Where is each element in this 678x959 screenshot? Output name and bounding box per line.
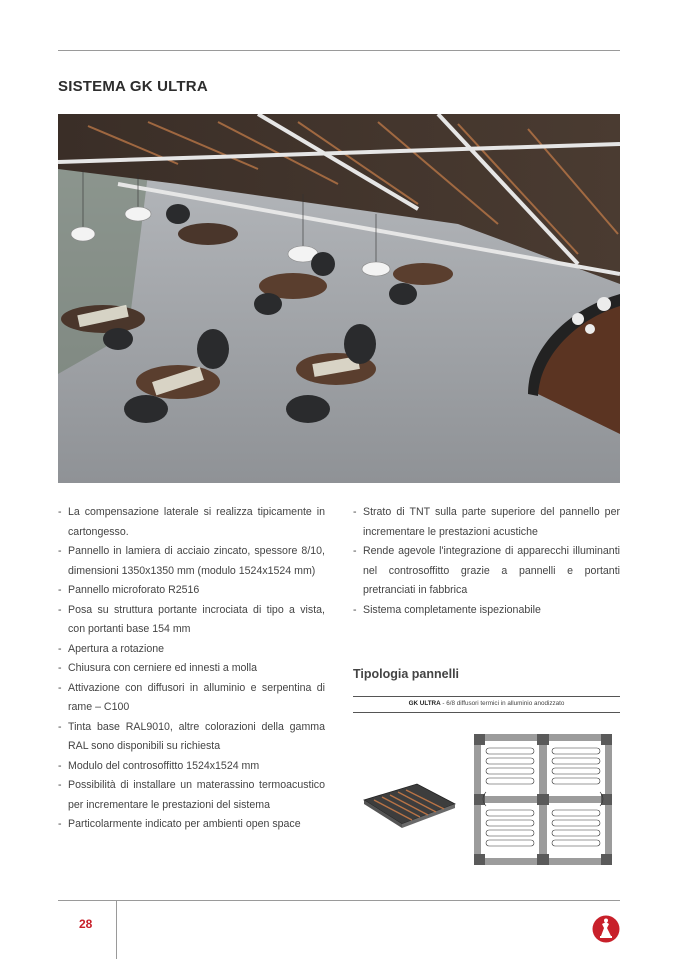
footer-separator (116, 900, 117, 959)
list-item: - Tinta base RAL9010, altre colorazioni della gamma RAL sono disponibili su richiesta (58, 718, 325, 757)
page-title: SISTEMA GK ULTRA (58, 78, 208, 95)
panel-model: GK ULTRA (408, 700, 441, 707)
list-item: - Chiusura con cerniere ed innesti a molla (58, 659, 325, 679)
features-list-left (58, 503, 325, 835)
caption-divider-bottom (353, 712, 620, 713)
panel-types-heading: Tipologia pannelli (353, 667, 460, 681)
list-item: - Particolarmente indicato per ambienti open space (58, 815, 325, 835)
panel-plan-drawing (474, 734, 612, 865)
panel-3d-illustration (362, 778, 457, 833)
list-item: - Posa su struttura portante incrociata di tipo a vista, con portanti base 154 mm (58, 601, 325, 640)
list-item: - Attivazione con diffusori in alluminio e serpentina di rame – C100 (58, 679, 325, 718)
top-divider (58, 50, 620, 51)
list-item: - Apertura a rotazione (58, 640, 325, 660)
list-item: - Pannello microforato R2516 (58, 581, 325, 601)
brand-logo-icon (592, 915, 620, 943)
bottom-divider (58, 900, 620, 901)
list-item: - Strato di TNT sulla parte superiore del pannello per incrementare le prestazioni acustiche (353, 503, 620, 542)
list-item: - Modulo del controsoffitto 1524x1524 mm (58, 757, 325, 777)
list-item: - Rende agevole l'integrazione di apparecchi illuminanti nel controsoffitto grazie a pannelli e portanti pretranciati in fabbrica (353, 542, 620, 601)
list-item: - Sistema completamente ispezionabile (353, 601, 620, 621)
list-item: - La compensazione laterale si realizza tipicamente in cartongesso. (58, 503, 325, 542)
restaurant-ceiling-photo (58, 114, 620, 483)
features-list-right (353, 503, 620, 620)
panel-description: - 6/8 diffusori termici in alluminio anodizzato (440, 700, 565, 707)
caption-divider-top (353, 696, 620, 697)
list-item: - Pannello in lamiera di acciaio zincato, spessore 8/10, dimensioni 1350x1350 mm (modulo 1524x1524 mm) (58, 542, 325, 581)
panel-caption (353, 700, 620, 707)
page-number: 28 (79, 917, 93, 931)
list-item: - Possibilità di installare un materassino termoacustico per incrementare le prestazioni del sistema (58, 776, 325, 815)
